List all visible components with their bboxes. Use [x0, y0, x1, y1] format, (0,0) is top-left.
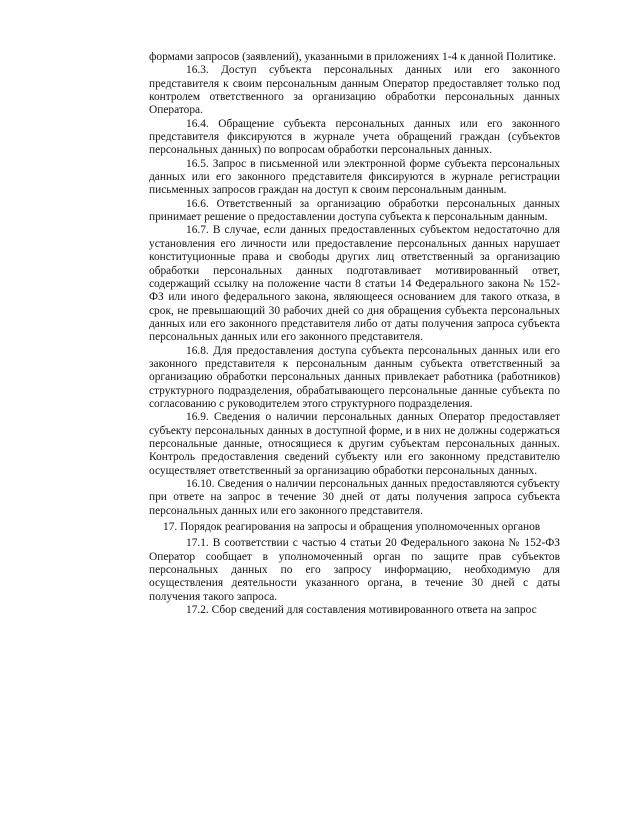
paragraph-16-7: 16.7. В случае, если данных предоставленных субъектом недостаточно для установления его личности или предоставление персональных данных нарушает конституционные права и свободы других лиц ответственный за организацию обработки персональных данных подготавливает мотивированный ответ, содержащий ссылку на положение части 8 статьи 14 Федерального закона № 152-ФЗ или иного федерального закона, являющееся основанием для такого отказа, в срок, не превышающий 30 рабочих дней со дня обращения субъекта персональных данных или его законного представителя либо от даты получения запроса субъекта персональных данных или его законного представителя.	[149, 224, 560, 344]
paragraph-16-10: 16.10. Сведения о наличии персональных данных предоставляются субъекту при ответе на запрос в течение 30 дней от даты получения запроса субъекта персональных данных или его законного представителя.	[149, 478, 560, 517]
paragraph-16-9: 16.9. Сведения о наличии персональных данных Оператор предоставляет субъекту персональных данных в доступной форме, и в них не должны содержаться персональные данные, относящиеся к другим субъектам персональных данных. Контроль предоставления сведений субъекту или его законному представителю осуществляет ответственный за организацию обработки персональных данных.	[149, 411, 560, 477]
paragraph-16-4: 16.4. Обращение субъекта персональных данных или его законного представителя фиксируются в журнале учета обращений граждан (субъектов персональных данных) по вопросам обработки персональных данных.	[149, 117, 560, 157]
paragraph-17-2: 17.2. Сбор сведений для составления мотивированного ответа на запрос	[186, 604, 537, 617]
paragraph-16-3: 16.3. Доступ субъекта персональных данных или его законного представителя к своим персональным данным Оператор предоставляет только под контролем ответственного за организацию обработки персональных данных Оператора.	[149, 64, 560, 117]
section-17-heading: 17. Порядок реагирования на запросы и обращения уполномоченных органов	[163, 521, 541, 534]
paragraph-16-6: 16.6. Ответственный за организацию обработки персональных данных принимает решение о предоставлении доступа субъекта к персональным данным.	[149, 197, 560, 224]
paragraph-17-1: 17.1. В соответствии с частью 4 статьи 20 Федерального закона № 152-ФЗ Оператор сообщает в уполномоченный орган по защите прав субъектов персональных данных по его запросу информацию, необходимую для осуществления деятельности указанного органа, в течение 30 дней с даты получения такого запроса.	[149, 537, 560, 603]
paragraph-16-8: 16.8. Для предоставления доступа субъекта персональных данных или его законного представителя к персональным данным субъекта ответственный за организацию обработки персональных данных привлекает работника (работников) структурного подразделения, обрабатывающего персональные данные субъекта по согласованию с руководителем этого структурного подразделения.	[149, 344, 560, 410]
paragraph-16-5: 16.5. Запрос в письменной или электронной форме субъекта персональных данных или его законного представителя фиксируются в журнале регистрации письменных запросов граждан на доступ к своим персональным данным.	[149, 157, 560, 197]
paragraph-16-2-continuation: формами запросов (заявлений), указанными в приложениях 1-4 к данной Политике.	[149, 51, 556, 63]
